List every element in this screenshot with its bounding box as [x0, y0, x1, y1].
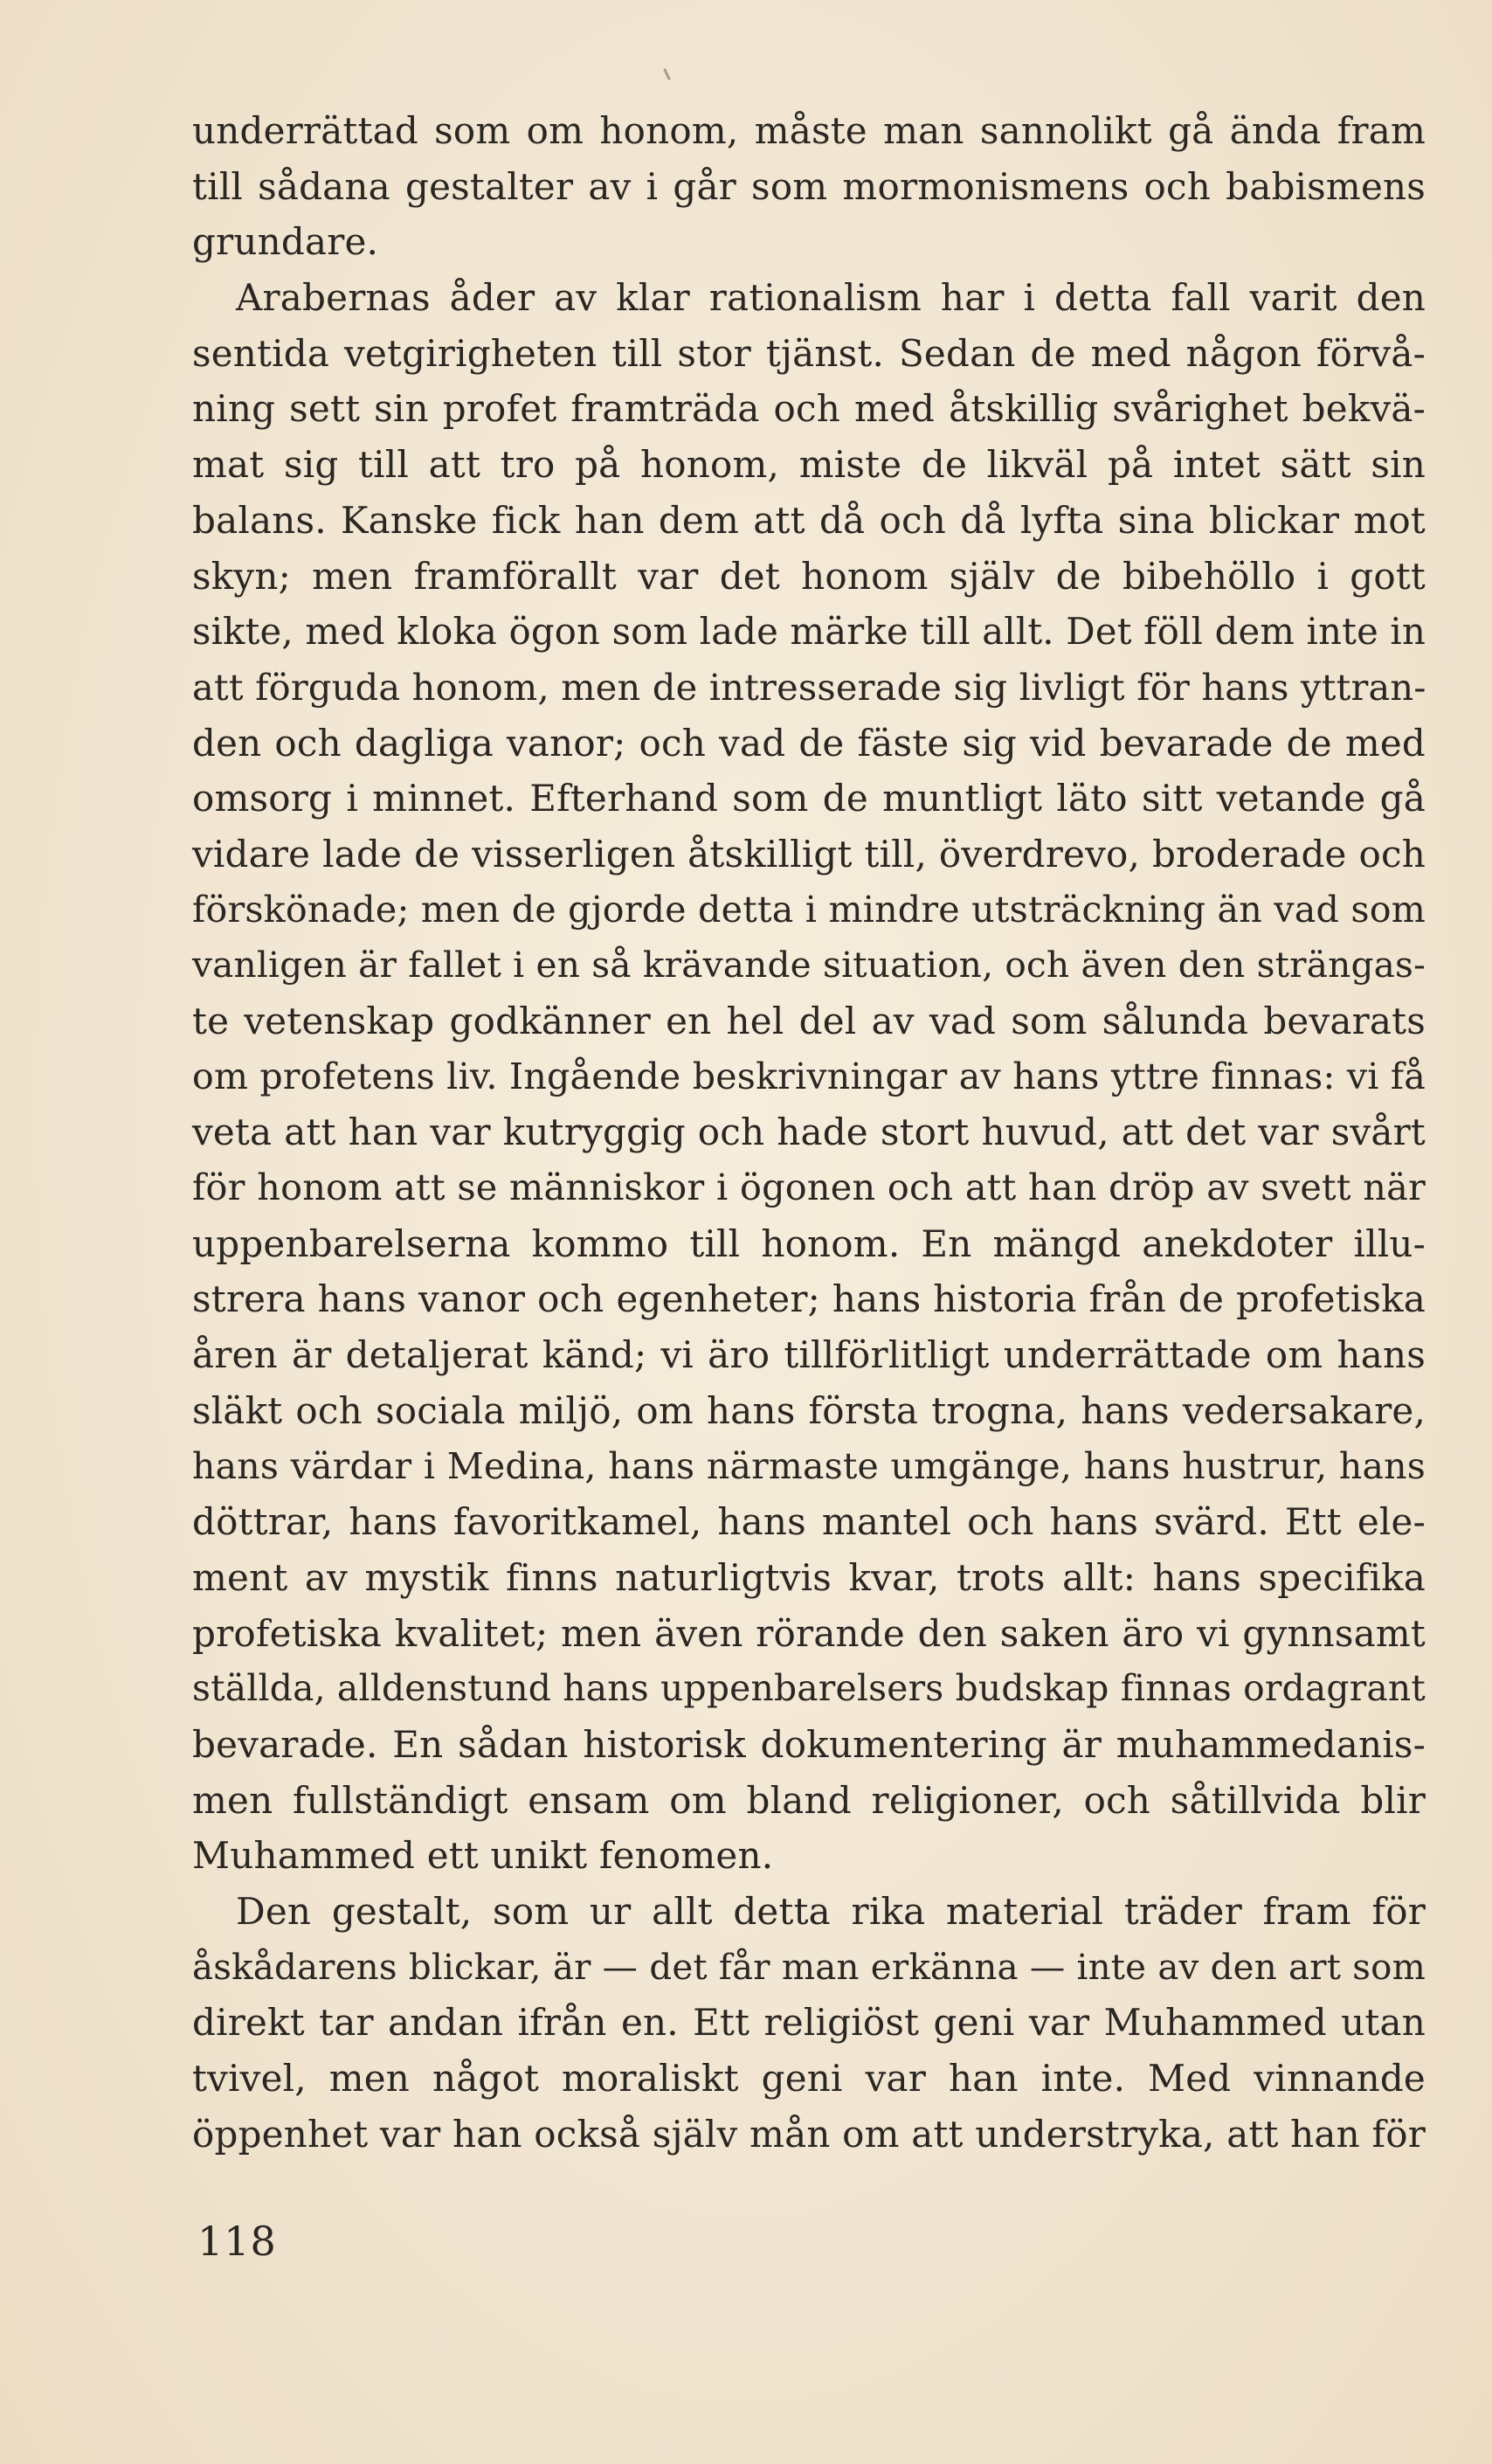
text-line: ställda, alldenstund hans uppenbarelsers budskap finnas ordagrant: [192, 1667, 1426, 1710]
text-line: om profetens liv. Ingående beskrivningar av hans yttre finnas: vi få: [192, 1055, 1426, 1097]
text-line: profetiska kvalitet; men även rörande den saken äro vi gynnsamt: [192, 1611, 1426, 1655]
text-line: uppenbarelserna kommo till honom. En mängd anekdoter illu-: [192, 1222, 1426, 1265]
text-line: ment av mystik finns naturligtvis kvar, trots allt: hans specifika: [192, 1555, 1426, 1599]
text-line: bevarade. En sådan historisk dokumentering är muhammedanis-: [192, 1722, 1426, 1766]
text-line: men fullständigt ensam om bland religioner, och såtillvida blir: [192, 1778, 1426, 1822]
text-line: släkt och sociala miljö, om hans första trogna, hans vedersakare,: [192, 1388, 1426, 1432]
text-line: ning sett sin profet framträda och med åtskillig svårighet bekvä-: [192, 387, 1426, 431]
text-line: te vetenskap godkänner en hel del av vad som sålunda bevarats: [192, 1000, 1426, 1042]
text-line: att förguda honom, men de intresserade sig livligt för hans yttran-: [192, 665, 1426, 709]
text-line: öppenhet var han också själv mån om att understryka, att han för: [192, 2112, 1426, 2156]
text-line: vanligen är fallet i en så krävande situation, och även den strängas-: [192, 944, 1426, 986]
text-line: Muhammed ett unikt fenomen.: [192, 1834, 774, 1878]
text-line: sentida vetgirigheten till stor tjänst. Sedan de med någon förvå-: [192, 331, 1426, 375]
text-line: sikte, med kloka ögon som lade märke till allt. Det föll dem inte in: [192, 610, 1426, 654]
text-line: Arabernas åder av klar rationalism har i detta fall varit den: [236, 276, 1426, 320]
text-line: direkt tar andan ifrån en. Ett religiöst geni var Muhammed utan: [192, 2001, 1426, 2045]
text-line: förskönade; men de gjorde detta i mindre utsträckning än vad som: [192, 888, 1426, 931]
text-line: underrättad som om honom, måste man sannolikt gå ända fram: [192, 109, 1426, 152]
text-line: åskådarens blickar, är — det får man erkänna — inte av den art som: [192, 1946, 1426, 1988]
text-line: hans värdar i Medina, hans närmaste umgänge, hans hustrur, hans: [192, 1444, 1426, 1487]
text-line: skyn; men framförallt var det honom själv de bibehöllo i gott: [192, 554, 1426, 598]
page-number: 118: [197, 2218, 277, 2265]
text-line: till sådana gestalter av i går som mormonismens och babismens: [192, 164, 1426, 208]
body-text: [192, 103, 1426, 2162]
text-line: döttrar, hans favoritkamel, hans mantel och hans svärd. Ett ele-: [192, 1500, 1426, 1544]
text-line: strera hans vanor och egenheter; hans historia från de profetiska: [192, 1277, 1426, 1321]
text-line: omsorg i minnet. Efterhand som de muntligt läto sitt vetande gå: [192, 777, 1426, 820]
text-line: Den gestalt, som ur allt detta rika material träder fram för: [236, 1890, 1426, 1933]
text-line: den och dagliga vanor; och vad de fäste sig vid bevarade de med: [192, 721, 1426, 765]
page-mark: [663, 68, 671, 80]
text-line: mat sig till att tro på honom, miste de likväl på intet sätt sin: [192, 443, 1426, 487]
text-line: grundare.: [192, 220, 379, 264]
text-line: balans. Kanske fick han dem att då och då lyfta sina blickar mot: [192, 498, 1426, 542]
text-line: tvivel, men något moraliskt geni var han inte. Med vinnande: [192, 2057, 1426, 2101]
text-line: veta att han var kutryggig och hade stort huvud, att det var svårt: [192, 1111, 1426, 1154]
text-line: för honom att se människor i ögonen och att han dröp av svett när: [192, 1166, 1426, 1209]
text-line: vidare lade de visserligen åtskilligt till, överdrevo, broderade och: [192, 832, 1426, 876]
text-line: åren är detaljerat känd; vi äro tillförlitligt underrättade om hans: [192, 1333, 1426, 1377]
